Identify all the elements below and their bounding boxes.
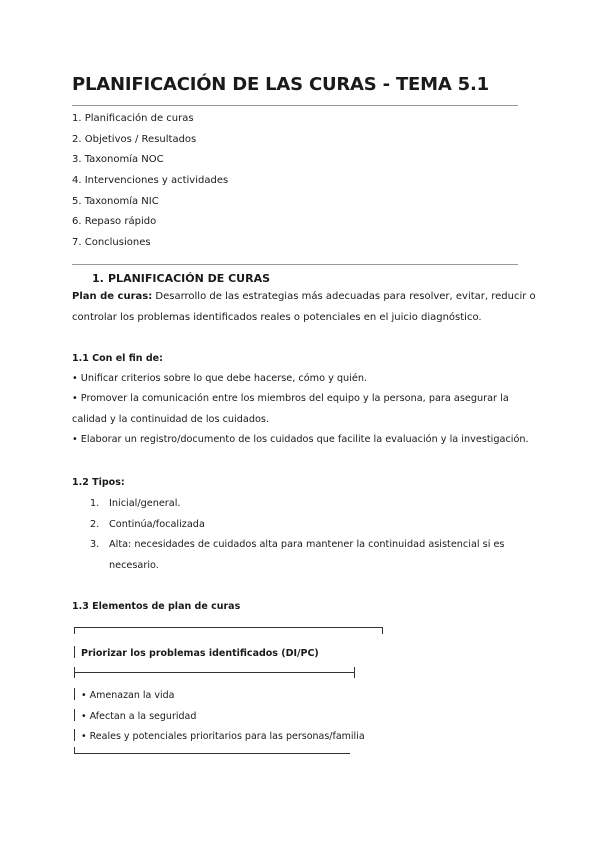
box-item-row: [74, 709, 196, 722]
bullet-line: • Unificar criterios sobre lo que debe hacerse, cómo y quién.: [72, 373, 368, 384]
types-list: [90, 497, 505, 579]
subsection-heading: 1.3 Elementos de plan de curas: [72, 601, 241, 612]
box-item: • Reales y potenciales prioritarios para las personas/familia: [81, 731, 365, 742]
box-item: • Afectan a la seguridad: [81, 711, 197, 722]
document-title: PLANIFICACIÓN DE LAS CURAS - TEMA 5.1: [72, 74, 489, 95]
list-item: [90, 497, 505, 518]
box-divider-tick: [354, 667, 355, 678]
list-item: [90, 538, 505, 559]
box-title: Priorizar los problemas identificados (DI/PC): [81, 648, 319, 659]
box-corner: [382, 627, 383, 634]
section-number: 1.: [92, 272, 104, 285]
box-divider-tick: [74, 667, 75, 678]
box-corner: [74, 627, 75, 634]
box-title-row: [74, 646, 319, 659]
bullet-line: • Elaborar un registro/documento de los cuidados que facilite la evaluación y la investigación.: [72, 434, 529, 445]
box-divider: [74, 672, 355, 673]
list-item: [90, 518, 505, 539]
list-number: 1.: [90, 498, 100, 509]
box-side-border: [74, 646, 75, 658]
table-of-contents: [72, 112, 228, 257]
box-item-row: [74, 729, 365, 742]
section-heading-text: PLANIFICACIÓN DE CURAS: [108, 272, 271, 285]
title-divider: [72, 105, 518, 106]
definition-line: controlar los problemas identificados reales o potenciales en el juicio diagnóstico.: [72, 312, 482, 323]
box-side-border: [74, 688, 75, 700]
list-number: 3.: [90, 539, 100, 551]
box-side-border: [74, 729, 75, 741]
toc-item: 1. Planificación de curas: [72, 113, 194, 124]
box-side-border: [74, 709, 75, 721]
definition-text: Desarrollo de las estrategias más adecuadas para resolver, evitar, reducir o: [152, 291, 536, 302]
list-text: necesario.: [109, 559, 159, 571]
box-bottom-border: [74, 753, 350, 754]
definition-label: Plan de curas:: [72, 291, 153, 302]
toc-item: 3. Taxonomía NOC: [72, 154, 164, 166]
toc-divider: [72, 264, 518, 265]
list-number: 2.: [90, 518, 100, 530]
list-item: [90, 559, 505, 580]
list-text: Continúa/focalizada: [109, 518, 205, 530]
bullet-line: calidad y la continuidad de los cuidados.: [72, 414, 270, 425]
toc-item: 6. Repaso rápido: [72, 216, 157, 228]
box-item: • Amenazan la vida: [81, 690, 175, 701]
subsection-heading: 1.2 Tipos:: [72, 477, 125, 488]
toc-item: 4. Intervenciones y actividades: [72, 175, 229, 187]
box-top-border: [74, 627, 383, 628]
list-text: Inicial/general.: [109, 498, 181, 509]
section-heading: [92, 272, 270, 285]
toc-item: 7. Conclusiones: [72, 237, 151, 249]
box-item-row: [74, 688, 175, 701]
subsection-heading: 1.1 Con el fin de:: [72, 353, 163, 364]
list-text: Alta: necesidades de cuidados alta para mantener la continuidad asistencial si es: [109, 539, 505, 551]
toc-item: 2. Objetivos / Resultados: [72, 133, 197, 145]
toc-item: 5. Taxonomía NIC: [72, 195, 159, 207]
bullet-line: • Promover la comunicación entre los miembros del equipo y la persona, para asegurar la: [72, 393, 509, 404]
definition-line: [72, 291, 536, 302]
